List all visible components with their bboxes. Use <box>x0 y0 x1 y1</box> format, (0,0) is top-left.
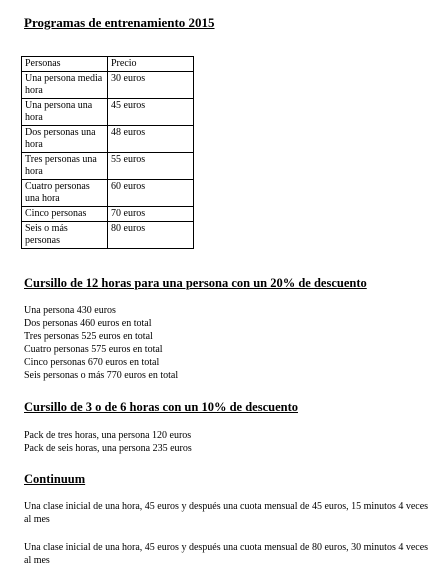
table-row <box>22 180 194 207</box>
page-title: Programas de entrenamiento 2015 <box>24 15 215 30</box>
table-cell-personas: Una persona media hora <box>22 72 108 99</box>
table-cell-personas: Dos personas una hora <box>22 126 108 153</box>
cursillo-12-line: Dos personas 460 euros en total <box>24 318 152 329</box>
table-cell-precio: 60 euros <box>108 180 194 207</box>
cursillo-3-6-line: Pack de seis horas, una persona 235 euros <box>24 443 192 454</box>
cursillo-12-line: Seis personas o más 770 euros en total <box>24 370 179 381</box>
table-cell-personas: Cuatro personas una hora <box>22 180 108 207</box>
table-row <box>22 207 194 222</box>
table-cell-personas: Seis o más personas <box>22 222 108 249</box>
table-cell-personas: Cinco personas <box>22 207 108 222</box>
table-cell-precio: 30 euros <box>108 72 194 99</box>
section-title-cursillo-12: Cursillo de 12 horas para una persona con un 20% de descuento <box>24 276 367 290</box>
section-title-cursillo-3-6: Cursillo de 3 o de 6 horas con un 10% de descuento <box>24 400 298 414</box>
cursillo-12-line: Tres personas 525 euros en total <box>24 331 153 342</box>
table-cell-precio: 48 euros <box>108 126 194 153</box>
table-header-row <box>22 57 194 72</box>
section-title-continuum: Continuum <box>24 472 86 486</box>
table-row <box>22 99 194 126</box>
table-cell-precio: 70 euros <box>108 207 194 222</box>
cursillo-12-line: Una persona 430 euros <box>24 305 116 316</box>
continuum-paragraph: Una clase inicial de una hora, 45 euros y después una cuota mensual de 45 euros, 15 minutos 4 veces al mes <box>24 501 429 525</box>
table-cell-precio: 45 euros <box>108 99 194 126</box>
header-cell-precio: Precio <box>108 57 194 72</box>
table-cell-precio: 55 euros <box>108 153 194 180</box>
continuum-paragraph: Una clase inicial de una hora, 45 euros y después una cuota mensual de 80 euros, 30 minutos 4 veces al mes <box>24 542 429 566</box>
cursillo-12-line: Cuatro personas 575 euros en total <box>24 344 163 355</box>
table-cell-personas: Tres personas una hora <box>22 153 108 180</box>
table-cell-precio: 80 euros <box>108 222 194 249</box>
cursillo-3-6-line: Pack de tres horas, una persona 120 euros <box>24 430 192 441</box>
table-row <box>22 126 194 153</box>
table-row <box>22 222 194 249</box>
table-row <box>22 153 194 180</box>
table-row <box>22 72 194 99</box>
table-cell-personas: Una persona una hora <box>22 99 108 126</box>
header-cell-personas: Personas <box>22 57 108 72</box>
cursillo-12-line: Cinco personas 670 euros en total <box>24 357 160 368</box>
price-table <box>21 56 194 249</box>
